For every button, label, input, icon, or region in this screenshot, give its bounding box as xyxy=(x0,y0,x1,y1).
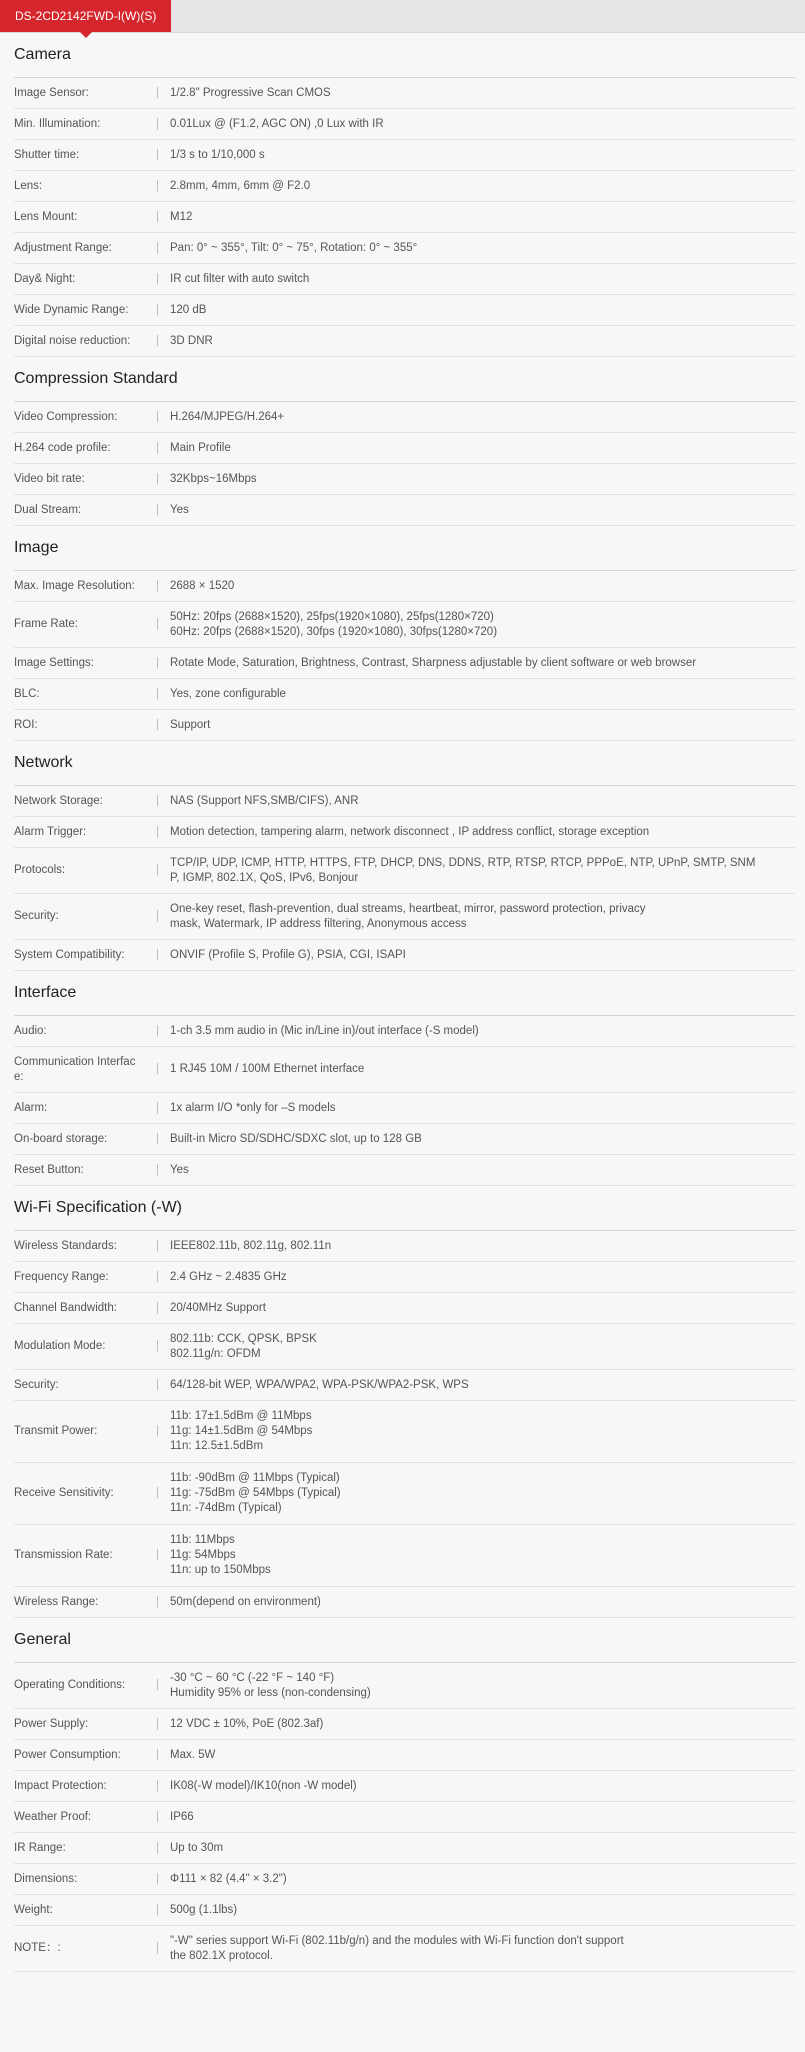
spec-row xyxy=(14,1324,795,1370)
tab-bar xyxy=(0,0,805,33)
spec-separator: | xyxy=(156,1841,159,1854)
spec-value: NAS (Support NFS,SMB/CIFS), ANR xyxy=(170,794,359,807)
spec-separator: | xyxy=(156,1903,159,1916)
section-title: Compression Standard xyxy=(14,357,795,402)
spec-separator: | xyxy=(156,656,159,669)
spec-separator: | xyxy=(156,687,159,700)
spec-label: Power Consumption: xyxy=(14,1748,121,1761)
spec-separator: | xyxy=(156,794,159,807)
spec-label: Adjustment Range: xyxy=(14,241,112,254)
spec-separator: | xyxy=(156,272,159,285)
spec-row xyxy=(14,1401,795,1463)
spec-separator: | xyxy=(156,1239,159,1252)
spec-value: 0.01Lux @ (F1.2, AGC ON) ,0 Lux with IR xyxy=(170,117,384,130)
spec-label: Operating Conditions: xyxy=(14,1679,126,1691)
spec-label: Digital noise reduction: xyxy=(14,334,131,347)
spec-separator: | xyxy=(156,618,159,630)
spec-separator: | xyxy=(156,503,159,516)
spec-label: Protocols: xyxy=(14,864,66,876)
spec-value: 500g (1.1lbs) xyxy=(170,1903,238,1916)
spec-separator: | xyxy=(156,1942,159,1954)
spec-section xyxy=(14,741,795,971)
spec-label: NOTE：: xyxy=(14,1942,61,1954)
section-title: General xyxy=(14,1618,795,1663)
spec-label: System Compatibility: xyxy=(14,948,125,961)
spec-value: IP66 xyxy=(170,1810,194,1823)
spec-value: 20/40MHz Support xyxy=(170,1301,266,1314)
spec-label: Day& Night: xyxy=(14,272,76,285)
spec-label: Lens: xyxy=(14,179,43,192)
spec-value: 1x alarm I/O *only for –S models xyxy=(170,1101,336,1114)
spec-separator: | xyxy=(156,441,159,454)
spec-row xyxy=(14,1895,795,1926)
spec-row xyxy=(14,571,795,602)
spec-row xyxy=(14,1740,795,1771)
spec-label: On-board storage: xyxy=(14,1132,108,1145)
spec-separator: | xyxy=(156,1717,159,1730)
spec-label: Video Compression: xyxy=(14,410,118,423)
spec-section xyxy=(14,971,795,1186)
spec-label: Receive Sensitivity: xyxy=(14,1487,114,1499)
spec-row xyxy=(14,140,795,171)
spec-separator: | xyxy=(156,117,159,130)
spec-separator: | xyxy=(156,1340,159,1352)
spec-label: Weight: xyxy=(14,1903,53,1916)
spec-value: 1-ch 3.5 mm audio in (Mic in/Line in)/out interface (-S model) xyxy=(170,1024,479,1037)
spec-label: Wireless Range: xyxy=(14,1595,99,1608)
tab-product-model[interactable]: DS-2CD2142FWD-I(W)(S) xyxy=(0,0,171,32)
spec-separator: | xyxy=(156,1301,159,1314)
spec-label: H.264 code profile: xyxy=(14,441,111,454)
spec-separator: | xyxy=(156,410,159,423)
section-title: Wi-Fi Specification (-W) xyxy=(14,1186,795,1231)
spec-row xyxy=(14,1262,795,1293)
section-title: Interface xyxy=(14,971,795,1016)
spec-row xyxy=(14,786,795,817)
spec-value: Built-in Micro SD/SDHC/SDXC slot, up to 128 GB xyxy=(170,1132,422,1145)
spec-row xyxy=(14,648,795,679)
spec-section xyxy=(14,1618,795,1972)
spec-value: Rotate Mode, Saturation, Brightness, Contrast, Sharpness adjustable by client software or web browser xyxy=(170,656,697,669)
spec-row xyxy=(14,848,795,894)
spec-separator: | xyxy=(156,1270,159,1283)
section-title: Image xyxy=(14,526,795,571)
spec-separator: | xyxy=(156,1748,159,1761)
spec-value: 2.8mm, 4mm, 6mm @ F2.0 xyxy=(170,179,311,192)
spec-value: M12 xyxy=(170,210,193,223)
spec-row xyxy=(14,817,795,848)
spec-value: 11b: 11Mbps 11g: 54Mbps 11n: up to 150Mbps xyxy=(170,1534,271,1576)
spec-row xyxy=(14,233,795,264)
spec-value: 50m(depend on environment) xyxy=(170,1595,321,1608)
spec-separator: | xyxy=(156,1779,159,1792)
spec-row xyxy=(14,1709,795,1740)
spec-row xyxy=(14,1463,795,1525)
spec-value: 11b: 17±1.5dBm @ 11Mbps 11g: 14±1.5dBm @ 54Mbps 11n: 12.5±1.5dBm xyxy=(170,1410,313,1452)
spec-separator: | xyxy=(156,472,159,485)
spec-row xyxy=(14,264,795,295)
spec-row xyxy=(14,1016,795,1047)
spec-label: Min. Illumination: xyxy=(14,117,101,130)
spec-separator: | xyxy=(156,1425,159,1437)
spec-row xyxy=(14,1124,795,1155)
spec-label: Transmission Rate: xyxy=(14,1549,113,1561)
spec-label: Alarm Trigger: xyxy=(14,825,87,838)
spec-separator: | xyxy=(156,1063,159,1075)
spec-row xyxy=(14,433,795,464)
spec-row xyxy=(14,109,795,140)
spec-value: Yes xyxy=(170,503,189,516)
spec-separator: | xyxy=(156,1163,159,1176)
spec-row xyxy=(14,464,795,495)
spec-separator: | xyxy=(156,579,159,592)
spec-separator: | xyxy=(156,718,159,731)
spec-separator: | xyxy=(156,86,159,99)
spec-value: -30 °C ~ 60 °C (-22 °F ~ 140 °F) Humidity 95% or less (non-condensing) xyxy=(170,1671,371,1699)
spec-separator: | xyxy=(156,1378,159,1391)
spec-label: Video bit rate: xyxy=(14,472,85,485)
spec-value: 11b: -90dBm @ 11Mbps (Typical) 11g: -75dBm @ 54Mbps (Typical) 11n: -74dBm (Typical) xyxy=(170,1472,341,1514)
spec-label: Communication Interfac e: xyxy=(14,1055,136,1083)
spec-label: Shutter time: xyxy=(14,148,80,161)
spec-row xyxy=(14,602,795,648)
spec-value: 1/2.8" Progressive Scan CMOS xyxy=(170,86,331,99)
spec-label: Weather Proof: xyxy=(14,1810,92,1823)
spec-label: ROI: xyxy=(14,718,38,731)
spec-separator: | xyxy=(156,1679,159,1691)
spec-value: 802.11b: CCK, QPSK, BPSK 802.11g/n: OFDM xyxy=(170,1332,317,1360)
spec-value: 1 RJ45 10M / 100M Ethernet interface xyxy=(170,1063,365,1075)
spec-label: Image Sensor: xyxy=(14,86,89,99)
spec-value: Up to 30m xyxy=(170,1841,224,1854)
spec-row xyxy=(14,710,795,741)
section-title: Camera xyxy=(14,33,795,78)
spec-separator: | xyxy=(156,334,159,347)
spec-value: Pan: 0° ~ 355°, Tilt: 0° ~ 75°, Rotation: 0° ~ 355° xyxy=(170,241,418,254)
spec-row xyxy=(14,402,795,433)
spec-value: 3D DNR xyxy=(170,334,213,347)
spec-value: IR cut filter with auto switch xyxy=(170,272,310,285)
spec-section xyxy=(14,526,795,741)
spec-value: 2688 × 1520 xyxy=(170,579,235,592)
spec-row xyxy=(14,202,795,233)
spec-row xyxy=(14,940,795,971)
spec-value: Main Profile xyxy=(170,441,231,454)
spec-row xyxy=(14,1663,795,1709)
spec-row xyxy=(14,171,795,202)
spec-separator: | xyxy=(156,303,159,316)
spec-value: Φ111 × 82 (4.4" × 3.2") xyxy=(170,1872,287,1885)
spec-row xyxy=(14,78,795,109)
spec-row xyxy=(14,1370,795,1401)
spec-row xyxy=(14,1802,795,1833)
spec-value: 1/3 s to 1/10,000 s xyxy=(170,148,265,161)
spec-value: IEEE802.11b, 802.11g, 802.11n xyxy=(170,1239,332,1252)
spec-label: Lens Mount: xyxy=(14,210,78,223)
spec-row xyxy=(14,1155,795,1186)
spec-label: Network Storage: xyxy=(14,794,103,807)
spec-separator: | xyxy=(156,1132,159,1145)
spec-separator: | xyxy=(156,179,159,192)
spec-label: Max. Image Resolution: xyxy=(14,579,135,592)
spec-value: 64/128-bit WEP, WPA/WPA2, WPA-PSK/WPA2-PSK, WPS xyxy=(170,1378,469,1391)
spec-label: Audio: xyxy=(14,1024,47,1037)
spec-row xyxy=(14,1093,795,1124)
spec-row xyxy=(14,295,795,326)
spec-value: Yes, zone configurable xyxy=(170,687,286,700)
spec-separator: | xyxy=(156,210,159,223)
spec-label: Dual Stream: xyxy=(14,503,82,516)
section-title: Network xyxy=(14,741,795,786)
spec-label: Security: xyxy=(14,910,59,922)
spec-value: Motion detection, tampering alarm, network disconnect , IP address conflict, storage exception xyxy=(170,825,650,838)
spec-row xyxy=(14,679,795,710)
spec-label: IR Range: xyxy=(14,1841,66,1854)
spec-label: Transmit Power: xyxy=(14,1425,98,1437)
spec-separator: | xyxy=(156,1872,159,1885)
spec-label: BLC: xyxy=(14,687,40,700)
spec-value: 120 dB xyxy=(170,303,207,316)
spec-row xyxy=(14,495,795,526)
spec-label: Image Settings: xyxy=(14,656,94,669)
spec-separator: | xyxy=(156,148,159,161)
spec-section xyxy=(14,357,795,526)
spec-label: Impact Protection: xyxy=(14,1779,107,1792)
spec-label: Power Supply: xyxy=(14,1717,89,1730)
spec-value: Yes xyxy=(170,1163,189,1176)
spec-label: Security: xyxy=(14,1378,59,1391)
spec-value: H.264/MJPEG/H.264+ xyxy=(170,410,285,423)
spec-row xyxy=(14,1047,795,1093)
spec-separator: | xyxy=(156,910,159,922)
spec-label: Frame Rate: xyxy=(14,618,78,630)
spec-value: Max. 5W xyxy=(170,1748,216,1761)
spec-value: 50Hz: 20fps (2688×1520), 25fps(1920×1080), 25fps(1280×720) 60Hz: 20fps (2688×1520), 30fps (1920×1080), 30fps(1280×720) xyxy=(170,610,498,638)
spec-content xyxy=(0,33,805,1972)
spec-row xyxy=(14,894,795,940)
spec-label: Reset Button: xyxy=(14,1163,84,1176)
spec-row xyxy=(14,1771,795,1802)
spec-row xyxy=(14,1833,795,1864)
spec-separator: | xyxy=(156,948,159,961)
spec-value: IK08(-W model)/IK10(non -W model) xyxy=(170,1779,357,1792)
spec-section xyxy=(14,33,795,357)
spec-value: TCP/IP, UDP, ICMP, HTTP, HTTPS, FTP, DHCP, DNS, DDNS, RTP, RTSP, RTCP, PPPoE, NTP, UPnP, SMTP, SNM P, IGMP, 802.1X, QoS, IPv6, Bonjour xyxy=(170,856,756,884)
spec-row xyxy=(14,1525,795,1587)
spec-separator: | xyxy=(156,1549,159,1561)
spec-section xyxy=(14,1186,795,1618)
spec-label: Channel Bandwidth: xyxy=(14,1301,117,1314)
spec-separator: | xyxy=(156,1487,159,1499)
spec-value: Support xyxy=(170,718,211,731)
spec-separator: | xyxy=(156,864,159,876)
spec-separator: | xyxy=(156,241,159,254)
spec-label: Frequency Range: xyxy=(14,1270,109,1283)
spec-label: Dimensions: xyxy=(14,1872,78,1885)
spec-label: Alarm: xyxy=(14,1101,48,1114)
spec-row xyxy=(14,1864,795,1895)
spec-row xyxy=(14,326,795,357)
spec-value: ONVIF (Profile S, Profile G), PSIA, CGI, ISAPI xyxy=(170,948,406,961)
spec-label: Modulation Mode: xyxy=(14,1340,106,1352)
spec-value: One-key reset, flash-prevention, dual streams, heartbeat, mirror, password protection, privacy mask, Watermark, IP address filtering, Anonymous access xyxy=(170,902,646,930)
spec-value: 2.4 GHz ~ 2.4835 GHz xyxy=(170,1270,287,1283)
spec-row xyxy=(14,1231,795,1262)
spec-separator: | xyxy=(156,1595,159,1608)
spec-value: 32Kbps~16Mbps xyxy=(170,472,257,485)
spec-row xyxy=(14,1293,795,1324)
spec-label: Wide Dynamic Range: xyxy=(14,303,129,316)
spec-separator: | xyxy=(156,1101,159,1114)
spec-separator: | xyxy=(156,1810,159,1823)
spec-row xyxy=(14,1587,795,1618)
spec-separator: | xyxy=(156,1024,159,1037)
spec-separator: | xyxy=(156,825,159,838)
spec-row xyxy=(14,1926,795,1972)
spec-label: Wireless Standards: xyxy=(14,1239,117,1252)
spec-value: 12 VDC ± 10%, PoE (802.3af) xyxy=(170,1717,324,1730)
spec-value: "-W" series support Wi-Fi (802.11b/g/n) and the modules with Wi-Fi function don't support the 802.1X protocol. xyxy=(170,1934,624,1962)
